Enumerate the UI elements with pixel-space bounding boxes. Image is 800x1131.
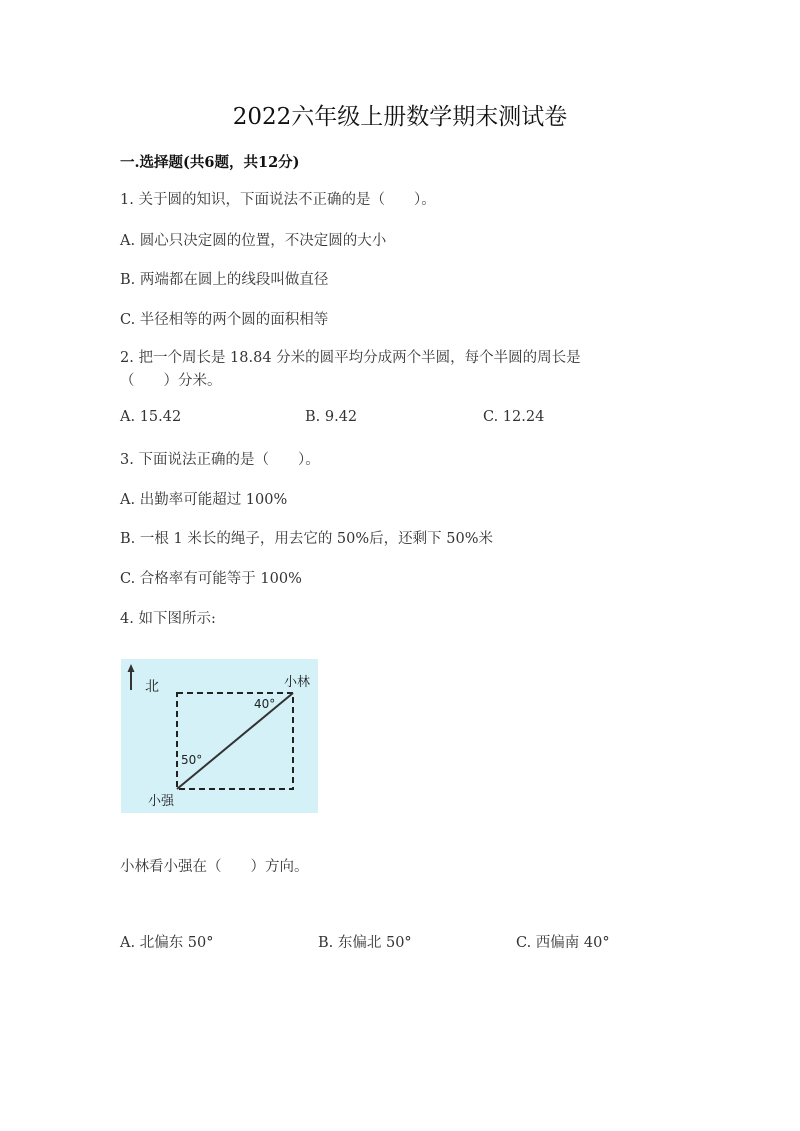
question-4-stem: 4. 如下图所示: [120, 611, 216, 627]
question-1-option-c: C. 半径相等的两个圆的面积相等 [120, 312, 329, 328]
question-2-stem-line2: （ ）分米。 [120, 373, 222, 389]
direction-diagram [121, 659, 318, 813]
north-label: 北 [145, 679, 159, 695]
angle-50-label: 50° [181, 753, 203, 767]
question-1-option-a: A. 圆心只决定圆的位置，不决定圆的大小 [120, 233, 387, 249]
question-4-option-b: B. 东偏北 50° [318, 935, 412, 951]
question-4-option-c: C. 西偏南 40° [516, 935, 610, 951]
section-heading: 一.选择题(共6题，共12分) [120, 154, 300, 171]
question-1-option-b: B. 两端都在圆上的线段叫做直径 [120, 272, 329, 288]
question-2-stem-line1: 2. 把一个周长是 18.84 分米的圆平均分成两个半圆，每个半圆的周长是 [120, 350, 581, 366]
question-3-option-a: A. 出勤率可能超过 100% [120, 492, 288, 508]
question-3-stem: 3. 下面说法正确的是（ ）。 [120, 452, 320, 468]
xiaoqiang-label: 小强 [148, 794, 175, 809]
angle-40-label: 40° [254, 697, 276, 711]
page-title: 2022六年级上册数学期末测试卷 [232, 104, 568, 130]
question-2-option-b: B. 9.42 [305, 409, 358, 425]
question-2-option-c: C. 12.24 [483, 409, 545, 425]
question-2-option-a: A. 15.42 [120, 409, 182, 425]
question-3-option-c: C. 合格率有可能等于 100% [120, 571, 302, 587]
question-1-stem: 1. 关于圆的知识，下面说法不正确的是（ ）。 [120, 192, 436, 208]
question-4-prompt: 小林看小强在（ ）方向。 [120, 859, 309, 875]
question-4-option-a: A. 北偏东 50° [120, 935, 214, 951]
xiaolin-label: 小林 [284, 675, 311, 690]
question-3-option-b: B. 一根 1 米长的绳子，用去它的 50%后，还剩下 50%米 [120, 531, 493, 547]
